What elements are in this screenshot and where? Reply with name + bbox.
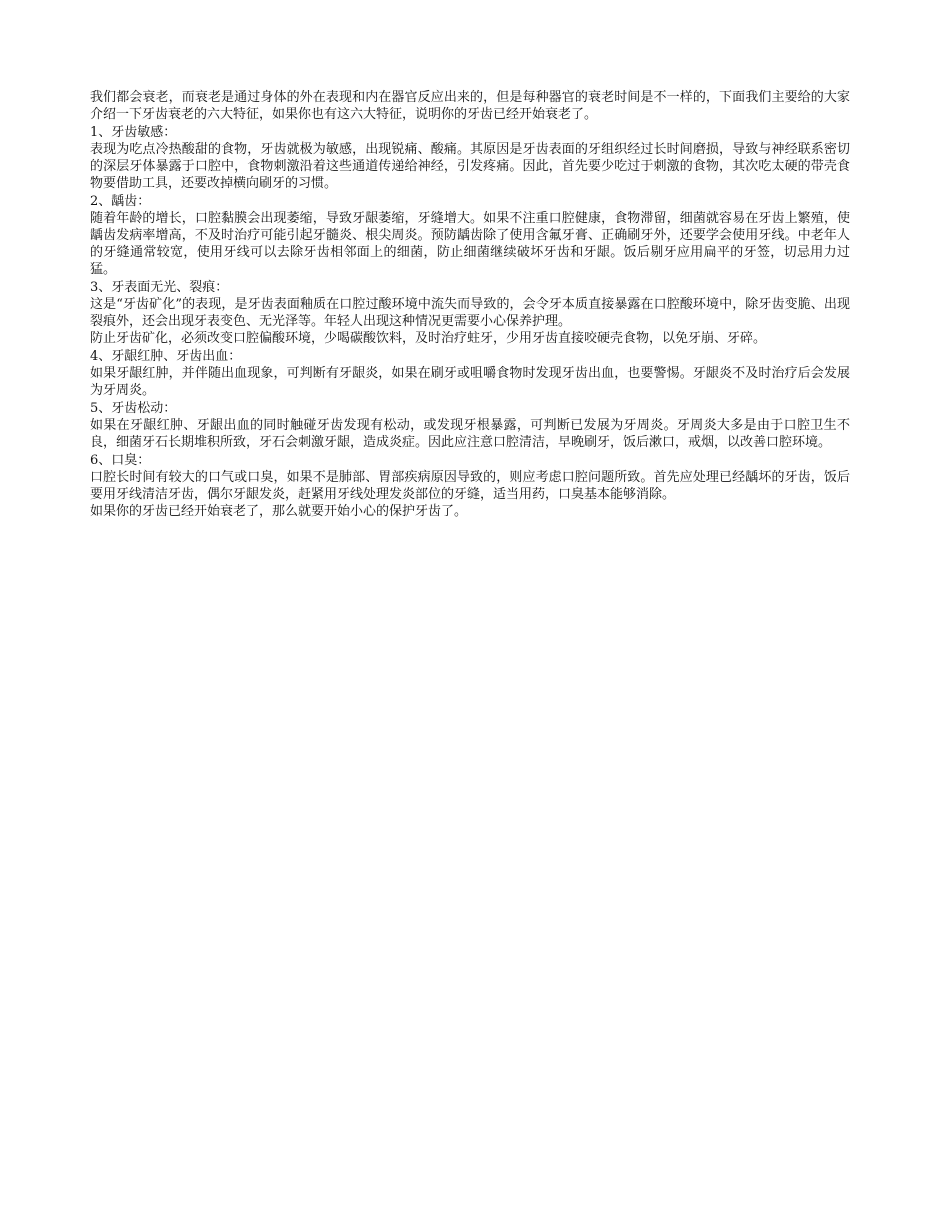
section-paragraph: 随着年龄的增长，口腔黏膜会出现萎缩，导致牙龈萎缩，牙缝增大。如果不注重口腔健康，食物滞留，细菌就容易在牙齿上繁殖，使龋齿发病率增高，不及时治疗可能引起牙髓炎、根尖周炎。预防龋齿除了使用含氟牙膏、正确刷牙外，还要学会使用牙线。中老年人的牙缝通常较宽，使用牙线可以去除牙齿相邻面上的细菌，防止细菌继续破坏牙齿和牙龈。饭后剔牙应用扁平的牙签，切忌用力过猛。 — [90, 211, 850, 277]
section-heading-surface-cracks: 3、牙表面无光、裂痕： — [90, 280, 229, 295]
section-paragraph: 口腔长时间有较大的口气或口臭，如果不是肺部、胃部疾病原因导致的，则应考虑口腔问题所致。首先应处理已经龋坏的牙齿，饭后要用牙线清洁牙齿，偶尔牙龈发炎，赶紧用牙线处理发炎部位的牙缝，适当用药，口臭基本能够消除。 — [90, 470, 850, 502]
section-heading-loose-teeth: 5、牙齿松动： — [90, 401, 177, 416]
section-heading-caries: 2、龋齿： — [90, 194, 151, 209]
section-paragraph: 如果在牙龈红肿、牙龈出血的同时触碰牙齿发现有松动，或发现牙根暴露，可判断已发展为牙周炎。牙周炎大多是由于口腔卫生不良，细菌牙石长期堆积所致，牙石会刺激牙龈，造成炎症。因此应注意口腔清洁，早晚刷牙，饭后漱口，戒烟，以改善口腔环境。 — [90, 418, 850, 450]
section-paragraph: 这是“牙齿矿化”的表现，是牙齿表面釉质在口腔过酸环境中流失而导致的，会令牙本质直接暴露在口腔酸环境中，除牙齿变脆、出现裂痕外，还会出现牙表变色、无光泽等。年轻人出现这种情况更需要小心保养护理。 — [90, 297, 850, 329]
document-body — [90, 89, 850, 520]
section-heading-sensitivity: 1、牙齿敏感： — [90, 125, 177, 140]
section-heading-bad-breath: 6、口臭： — [90, 453, 151, 468]
intro-paragraph: 我们都会衰老，而衰老是通过身体的外在表现和内在器官反应出来的，但是每种器官的衰老时间是不一样的，下面我们主要给的大家介绍一下牙齿衰老的六大特征，如果你也有这六大特征，说明你的牙齿已经开始衰老了。 — [90, 90, 850, 122]
section-paragraph: 防止牙齿矿化，必须改变口腔偏酸环境，少喝碳酸饮料，及时治疗蛀牙，少用牙齿直接咬硬壳食物，以免牙崩、牙碎。 — [90, 331, 767, 346]
section-paragraph: 表现为吃点冷热酸甜的食物，牙齿就极为敏感，出现锐痛、酸痛。其原因是牙齿表面的牙组织经过长时间磨损，导致与神经联系密切的深层牙体暴露于口腔中，食物刺激沿着这些通道传递给神经，引发疼痛。因此，首先要少吃过于刺激的食物，其次吃太硬的带壳食物要借助工具，还要改掉横向刷牙的习惯。 — [90, 142, 850, 191]
section-heading-gum-bleeding: 4、牙龈红肿、牙齿出血： — [90, 349, 242, 364]
conclusion-paragraph: 如果你的牙齿已经开始衰老了，那么就要开始小心的保护牙齿了。 — [90, 504, 468, 519]
section-paragraph: 如果牙龈红肿，并伴随出血现象，可判断有牙龈炎，如果在刷牙或咀嚼食物时发现牙齿出血，也要警惕。牙龈炎不及时治疗后会发展为牙周炎。 — [90, 366, 850, 398]
